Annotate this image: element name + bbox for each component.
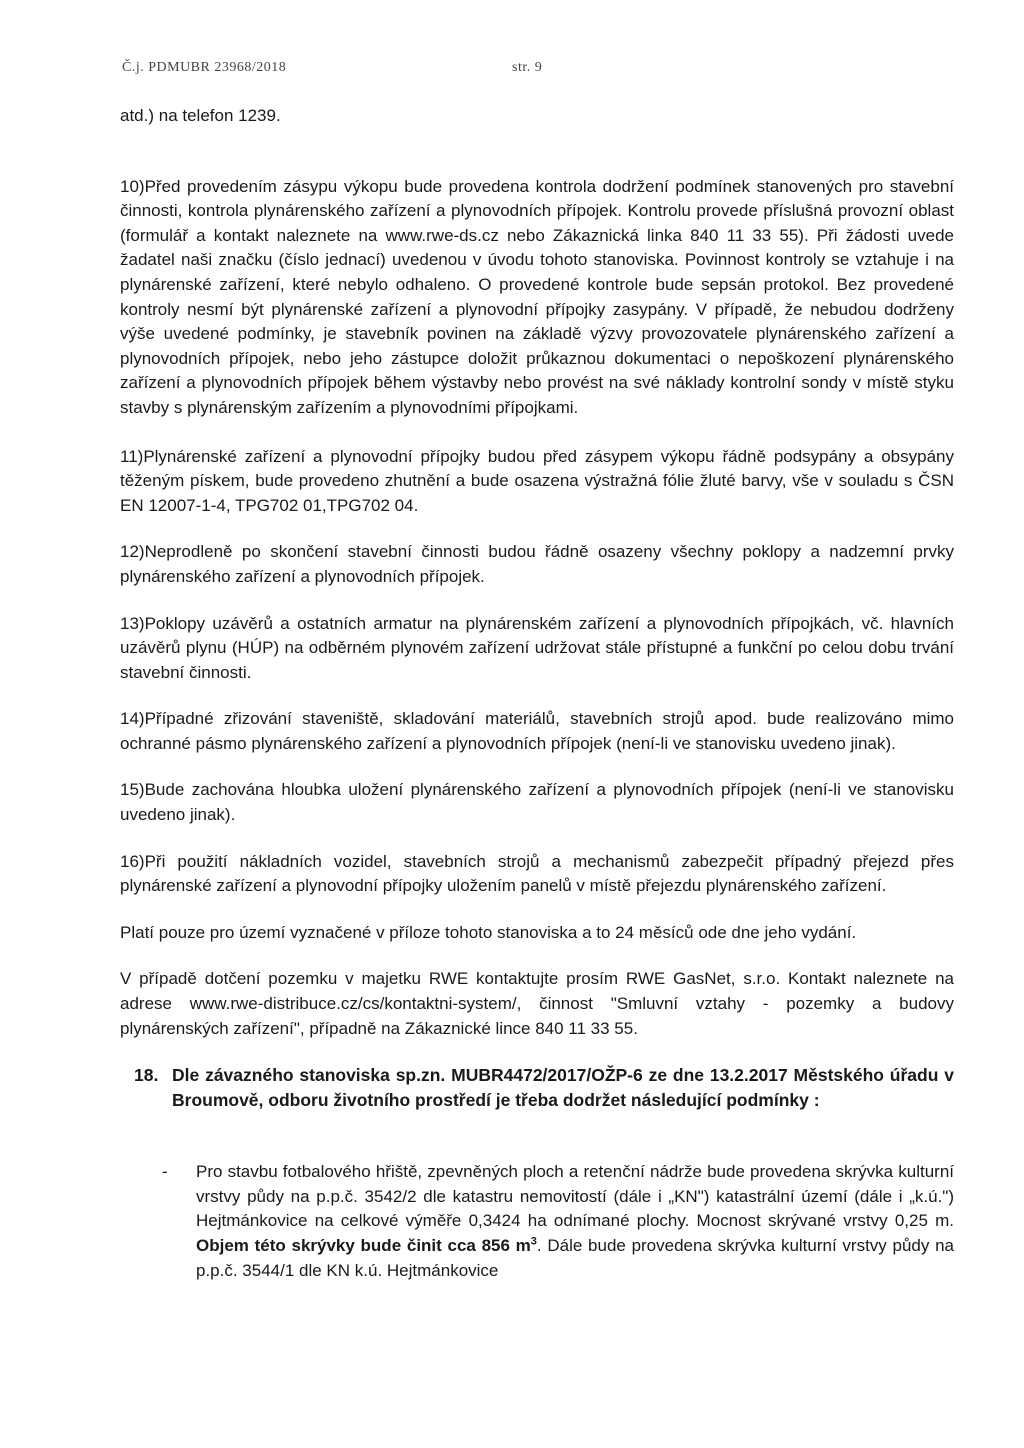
- reference-number: Č.j. PDMUBR 23968/2018: [122, 60, 287, 75]
- property-note: V případě dotčení pozemku v majetku RWE kontaktujte prosím RWE GasNet, s.r.o. Kontakt naleznete na adrese www.rwe-distribuce.cz/cs/kontaktni-system/, činnost "Smluvní vztahy - pozemky a budovy plynárenských zařízení", případně na Zákaznické lince 840 11 33 55.: [120, 969, 954, 1038]
- bullet-bold-content: Objem této skrývky bude činit cca 856 m: [196, 1236, 531, 1255]
- bullet-text-bold: [196, 1236, 537, 1255]
- item-text: Neprodleně po skončení stavební činnosti budou řádně osazeny všechny poklopy a nadzemní prvky plynárenského zařízení a plynovodních přípojek.: [120, 542, 954, 586]
- item-text: Plynárenské zařízení a plynovodní přípojky budou před zásypem výkopu řádně podsypány a obsypány těženým pískem, bude provedeno zhutnění a bude osazena výstražná fólie žluté barvy, vše v souladu s ČSN EN 12007-1-4, TPG702 01,TPG702 04.: [120, 446, 954, 515]
- item-number: 12): [120, 542, 145, 562]
- document-body: [120, 104, 954, 1283]
- condition-item: [120, 850, 954, 899]
- section-title: Dle závazného stanoviska sp.zn. MUBR4472/2017/OŽP-6 ze dne 13.2.2017 Městského úřadu v Broumově, odboru životního prostředí je třeba dodržet následující podmínky :: [172, 1065, 954, 1111]
- bullet-superscript: 3: [530, 1235, 537, 1248]
- item-text: Případné zřizování staveniště, skladování materiálů, stavebních strojů apod. bude realizováno mimo ochranné pásmo plynárenského zařízení a plynovodních přípojek (není-li ve stanovisku uvedeno jinak).: [120, 709, 954, 753]
- validity-note: Platí pouze pro území vyznačené v příloze tohoto stanoviska a to 24 měsíců ode dne jeho vydání.: [120, 922, 857, 942]
- item-number: 13): [120, 613, 145, 633]
- condition-item: [120, 175, 954, 421]
- bullet-text: [196, 1160, 954, 1283]
- condition-item: [120, 612, 954, 686]
- item-number: 10): [120, 176, 145, 196]
- section-heading: [134, 1063, 954, 1113]
- bullet-dash: -: [162, 1162, 168, 1182]
- condition-item: [120, 707, 954, 756]
- bullet-text-before: Pro stavbu fotbalového hřiště, zpevněných ploch a retenční nádrže bude provedena skrývka kulturní vrstvy půdy na p.p.č. 3542/2 dle katastru nemovitostí (dále i „KN") katastrální území (dále i „k.ú.") Hejtmánkovice na celkové výměře 0,3424 ha odnímané plochy. Mocnost skrývané vrstvy 0,25 m.: [196, 1162, 954, 1231]
- item-text: Před provedením zásypu výkopu bude provedena kontrola dodržení podmínek stanovených pro stavební činnosti, kontrola plynárenského zařízení a plynovodních přípojek. Kontrolu provede příslušná provozní oblast (formulář a kontakt naleznete na www.rwe-ds.cz nebo Zákaznická linka 840 11 33 55). Při žádosti uvede žadatel naši značku (číslo jednací) uvedenou v úvodu tohoto stanoviska. Povinnost kontroly se vztahuje i na plynárenské zařízení, které nebylo odhaleno. O provedené kontrole bude sepsán protokol. Bez provedené kontroly nesmí být plynárenské zařízení a plynovodní přípojky zasypány. V případě, že nebudou dodrženy výše uvedené podmínky, je stavebník povinen na základě výzvy provozovatele plynárenského zařízení a plynovodních přípojek, nebo jeho zástupce doložit průkaznou dokumentaci o nepoškození plynárenského zařízení a plynovodních přípojek během výstavby nebo provést na své náklady kontrolní sondy v místě styku stavby s plynárenským zařízením a plynovodními přípojkami.: [120, 176, 954, 417]
- item-text: Poklopy uzávěrů a ostatních armatur na plynárenském zařízení a plynovodních přípojkách, vč. hlavních uzávěrů plynu (HÚP) na odběrném plynovém zařízení udržovat stále přístupné a funkční po celou dobu trvání stavební činnosti.: [120, 613, 954, 682]
- bullet-item: [162, 1160, 954, 1283]
- item-number: 15): [120, 780, 145, 800]
- item-number: 11): [120, 446, 144, 466]
- bullet-text-after: . Dále bude provedena skrývka kulturní vrstvy půdy na p.p.č. 3544/1 dle KN k.ú. Hejtmánkovice: [196, 1236, 954, 1280]
- page-number: str. 9: [512, 60, 543, 75]
- item-text: Bude zachována hloubka uložení plynárenského zařízení a plynovodních přípojek (není-li ve stanovisku uvedeno jinak).: [120, 780, 954, 825]
- item-text: Při použití nákladních vozidel, stavebních strojů a mechanismů zabezpečit případný přejezd přes plynárenské zařízení a plynovodní přípojky uložením panelů v místě přejezdu plynárenského zařízení.: [120, 851, 954, 896]
- condition-item: [120, 778, 954, 827]
- section-number: 18.: [134, 1065, 159, 1086]
- item-number: 14): [120, 709, 145, 729]
- condition-item: [120, 540, 954, 589]
- item-number: 16): [120, 851, 145, 871]
- condition-item: [120, 445, 954, 519]
- intro-text: atd.) na telefon 1239.: [120, 106, 281, 125]
